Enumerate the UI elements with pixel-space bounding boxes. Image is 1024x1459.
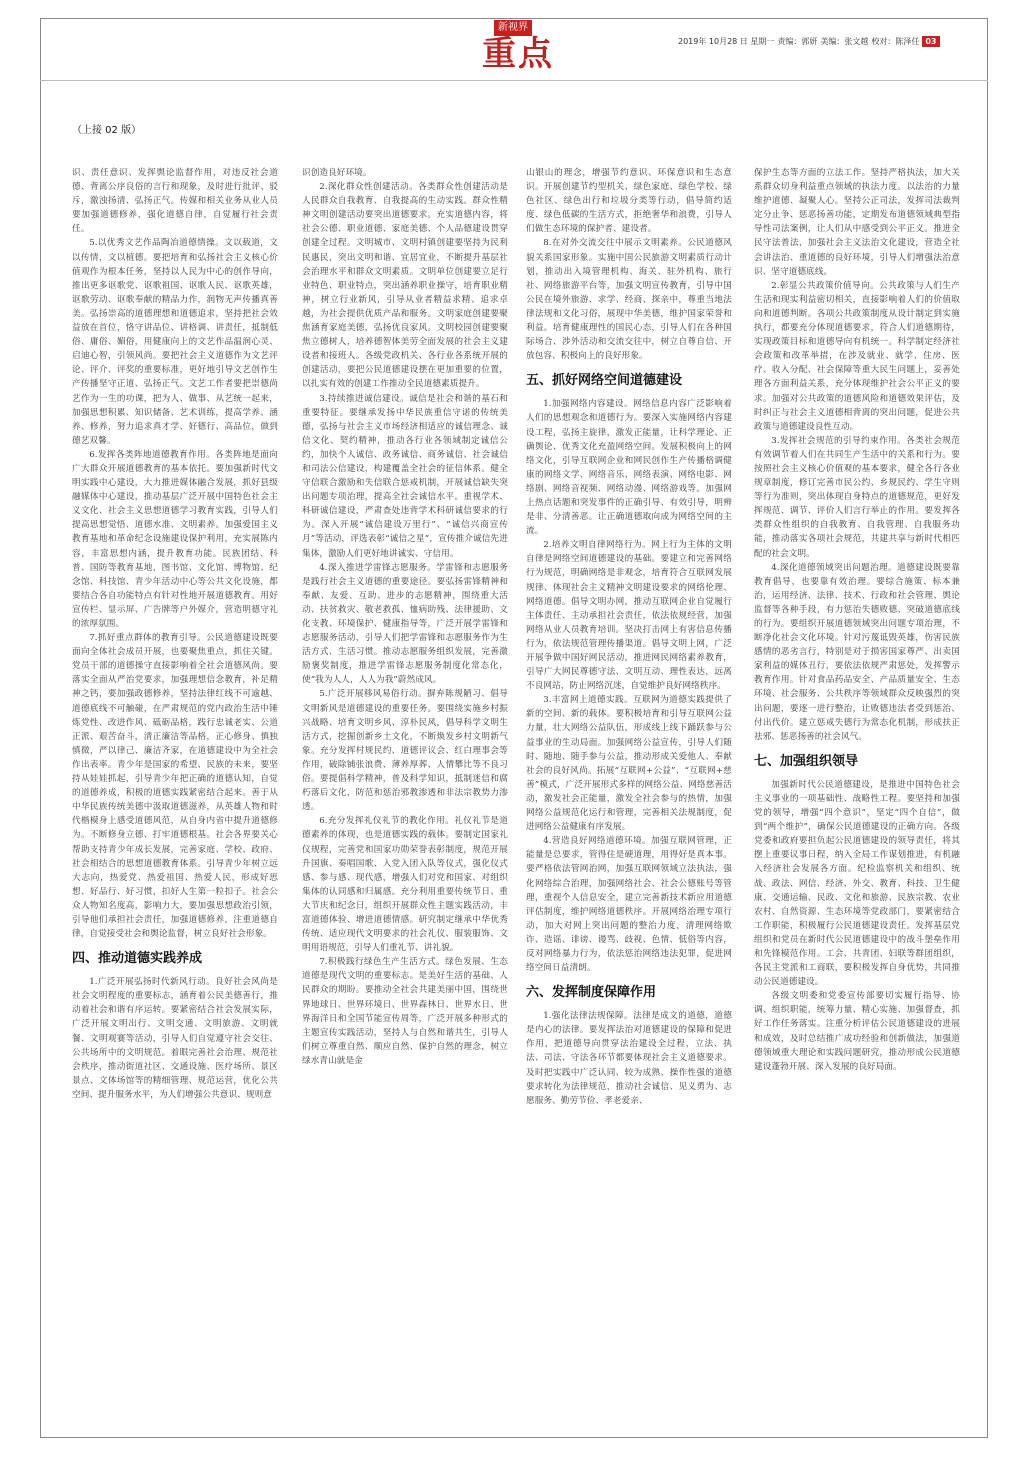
paragraph: 4.深化道德领域突出问题治理。道德建设既要靠教育倡导，也要靠有效治理。要综合施策、标本兼治，运用经济、法律、技术、行政和社会管理、舆论监督等各种手段，有力惩治失德败德、突破道德底线的行为。要组织开展道德领域突出问题专项治理，不断净化社会文化环境。针对污蔑诋毁英雄，伤害民族感情的恶劣言行，特别是对于损害国家尊严、出卖国家利益的媒体丑行，要依法依规严肃惩处，发挥警示教育作用。针对食品药品安全、产品质量安全、生态环境、社会服务、公共秩序等领域群众反映强烈的突出问题，要逐一进行整治，让败德违法者受到惩治、付出代价。建立惩戒失德行为常态化机制，形成扶正祛邪、惩恶扬善的社会风气。 [754,562,960,742]
header-divider [40,80,988,81]
paragraph: 7.抓好重点群体的教育引导。公民道德建设既要面向全体社会成员开展，也要聚焦重点，抓住关键。党员干部的道德操守直接影响着全社会道德风尚。要落实全面从严治党要求，加强理想信念教育，补足精神之钙，要加强政德修养，坚持法律红线不可逾越、道德底线不可触碰，在严肃规范的党内政治生活中锤炼党性、改进作风、砥砺品格，践行忠诚老实、公道正派、艰苦奋斗，清正廉洁等品格，正心修身、慎独慎微，严以律己、廉洁齐家，在道德建设中为全社会作出表率。青少年是国家的希望、民族的未来，要坚持从娃娃抓起，引导青少年把正确的道德认知，自觉的道德养成，积极的道德实践紧密结合起来。善于从中华民族传统美德中汲取道德滋养，从英雄人物和时代楷模身上感受道德风范，从自身内省中提升道德修为。不断修身立德、打牢道德根基。社会各界要关心帮助支持青少年成长发展，完善家庭、学校、政府、社会相结合的思想道德教育体系。引导青少年树立远大志向，热爱党、热爱祖国、热爱人民，形成好思想、好品行、好习惯，扣好人生第一粒扣子。社会公众人物知名度高，影响力大，要加强思想政治引领，引导他们承担社会责任，加强道德修养，注重道德自律，自觉接受社会和舆论监督，树立良好社会形象。 [72,633,278,940]
section-heading: 四、推动道德实践养成 [72,951,203,967]
paragraph: 5.广泛开展移风易俗行动。摒弃陈规陋习、倡导文明新风是道德建设的重要任务。要围绕实施乡村振兴战略、培育文明乡风、淳朴民风，倡导科学文明生活方式，挖掘创新乡土文化，不断焕发乡村文明新气象。充分发挥村规民约、道德评议会、红白理事会等作用，破除铺张浪费、薄养厚葬、人情攀比等不良习俗。要提倡科学精神，普及科学知识，抵制迷信和腐朽落后文化，防范和惩治邪教渗透和非法宗教势力渗透。 [302,689,508,813]
section-heading: 五、抓好网络空间道德建设 [526,373,683,389]
column-4 [754,166,960,1416]
section-title: 重点 [482,34,554,74]
paragraph: 8.在对外交流交往中展示文明素养。公民道德风貌关系国家形象。实施中国公民旅游文明素质行动计划，推动出入境管理机构、海关、驻外机构、旅行社、网络旅游平台等，加强文明宣传教育，引导中国公民在境外旅游、求学、经商、探亲中，尊重当地法律法规和文化习俗，展现中华美德，维护国家荣誉和利益。培育健康理性的国民心态，引导人们在各种国际场合、涉外活动和交流交往中，树立自尊自信、开放包容、积极向上的良好形象。 [526,238,732,362]
paragraph: 3.持续推进诚信建设。诚信是社会和谐的基石和重要特征。要继承发扬中华民族重信守诺的传统美德，弘扬与社会主义市场经济相适应的诚信理念、诚信文化、契约精神，推动各行业各领域制定诚信公约，加快个人诚信、政务诚信、商务诚信、社会诚信和司法公信建设，构建覆盖全社会的征信体系。健全守信联合激励和失信联合惩戒机制，开展诚信缺失突出问题专项治理，提高全社会诚信水平。重视学术、科研诚信建设，严肃查处违背学术科研诚信要求的行为。深入开展“诚信建设万里行”、“诚信兴商宣传月”等活动，评选表彰“诚信之星”，宣传推介诚信先进集体，激励人们更好地讲诚实、守信用。 [302,393,508,559]
proofreader: 校对：陈泽任 [871,36,920,46]
designer: 美编：张文越 [820,36,869,46]
header-meta [678,34,978,48]
page-number: 03 [922,36,939,47]
paragraph: 6.发挥各类阵地道德教育作用。各类阵地是面向广大群众开展道德教育的基本依托。要加强新时代文明实践中心建设，大力推进媒体融合发展，抓好县级融媒体中心建设，推动基层广泛开展中国特色社会主义文化、社会主义思想道德学习教育实践，引导人们提高思想觉悟、道德水准、文明素养。加强爱国主义教育基地和革命纪念设施建设保护利用，充实展陈内容，丰富思想内涵，提升教育功能。民族团结、科普、国防等教育基地，图书馆、文化馆、博物馆、纪念馆、科技馆、青少年活动中心等公共文化设施，都要结合各自功能特点有针对性地开展道德教育。用好宣传栏、显示屏、广告牌等户外媒介，营造明德守礼的浓厚氛围。 [72,449,278,629]
paragraph: 识、责任意识、发挥舆论监督作用，对违反社会道德、背离公序良俗的言行和现象，及时进行批评、驳斥，激浊扬清、弘扬正气。传媒和相关业务从业人员要加强道德修养，强化道德自律，自觉履行社会责任。 [72,168,278,235]
paragraph: 4.营造良好网络道德环境。加强互联网管理，正能量是总要求，管得住是硬道理，用得好是真本事。要严格依法管网治网，加强互联网领域立法执法，强化网络综合治理，加强网络社会、社会公德账号等管理，重视个人信息安全，建立完善新技术新应用道德评估制度，维护网络道德秩序。开展网络治理专项行动，加大对网上突出问题的整治力度，清理网络欺诈、造谣、诽谤、谩骂、歧视、色情、低俗等内容，反对网络暴力行为，依法惩治网络违法犯罪，促进网络空间日益清朗。 [526,836,732,974]
paragraph: 各级文明委和党委宣传部要切实履行指导、协调、组织职能，统筹力量、精心实施、加强督查，抓好工作任务落实。注重分析评估公民道德建设的进展和成效，及时总结推广成功经验和创新做法，加强道德领域重大理论和实践问题研究，推动形成公民道德建设蓬勃开展、深入发展的良好局面。 [754,991,960,1072]
column-3 [526,166,732,1416]
paragraph: 1.强化法律法规保障。法律是成文的道德，道德是内心的法律。要发挥法治对道德建设的保障和促进作用，把道德导向贯穿法治建设全过程，立法、执法、司法、守法各环节都要体现社会主义道德要求。及时把实践中广泛认同、较为成熟、操作性强的道德要求转化为法律规范，推动社会诚信、见义勇为、志愿服务、勤劳节俭、孝老爱亲、 [526,1011,732,1106]
paragraph: 6.充分发挥礼仪礼节的教化作用。礼仪礼节是道德素养的体现，也是道德实践的载体。要制定国家礼仪规程，完善党和国家功勋荣誉表彰制度，规范开展升国旗、奏唱国歌、入党入团入队等仪式，强化仪式感、参与感、现代感，增强人们对党和国家、对组织集体的认同感和归属感。充分利用重要传统节日、重大节庆和纪念日，组织开展群众性主题实践活动，丰富道德体验、增进道德情感。研究制定继承中华优秀传统、适应现代文明要求的社会礼仪、服装服饰、文明用语规范，引导人们重礼节、讲礼貌。 [302,816,508,954]
paragraph: 2.培养文明自律网络行为。网上行为主体的文明自律是网络空间道德建设的基础。要建立和完善网络行为规范，明确网络是非观念，培育符合互联网发展规律、体现社会主义精神文明建设要求的网络伦理、网络道德。倡导文明办网，推动互联网企业自觉履行主体责任、主动承担社会责任，依法依规经营，加强网络从业人员教育培训。坚决打击网上有害信息传播行为，依法规范管理传播渠道。倡导文明上网，广泛开展争做中国好网民活动，推进网民网络素养教育，引导广大网民尊德守法、文明互动、理性表达，远离不良网站，防止网络沉迷，自觉维护良好网络秩序。 [526,540,732,692]
paragraph: 山银山的理念，增强节约意识、环保意识和生态意识。开展创建节约型机关、绿色家庭、绿色学校、绿色社区、绿色出行和垃圾分类等行动，倡导简约适度、绿色低碳的生活方式，拒绝奢华和浪费，引导人们做生态环境的保护者、建设者。 [526,168,732,235]
paragraph: 7.积极践行绿色生产生活方式。绿色发展、生态道德是现代文明的重要标志。是美好生活的基础、人民群众的期盼。要推动全社会共建美丽中国，围绕世界地球日、世界环境日、世界森林日、世界水日、世界海洋日和全国节能宣传周等，广泛开展多种形式的主题宣传实践活动，坚持人与自然和谐共生，引导人们树立尊重自然、顺应自然、保护自然的理念，树立绿水青山就是金 [302,957,508,1066]
section-badge: 新视界 [494,20,532,36]
paragraph: 5.以优秀文艺作品陶冶道德情操。文以载道，文以传情，文以植德。要把培育和弘扬社会主义核心价值观作为根本任务，坚持以人民为中心的创作导向，推出更多讴歌党、讴歌祖国、讴歌人民、讴歌英雄，讴歌劳动、讴歌奉献的精品力作，润物无声传播真善美。弘扬崇高的道德理想和道德追求，坚持把社会效益放在首位，恪守讲品位、讲格调、讲责任，抵制低俗、庸俗、媚俗，用健康向上的文艺作品温润心灵、启迪心智，引领风尚。要把社会主义道德作为文艺评论、评介、评奖的重要标准，更好地引导文艺创作生产传播坚守正道、弘扬正气。文艺工作者要把崇德尚艺作为一生的功课，把为人、做事、从艺统一起来，加强思想积累、知识储备、艺术训练，提高学养、涵养、修养，努力追求真才学、好德行、高品位，做到德艺双馨。 [72,238,278,446]
article-body [72,166,984,1416]
paragraph: 2.彰显公共政策价值导向。公共政策与人们生产生活和现实利益密切相关，直接影响着人们的价值取向和道德判断。各项公共政策制度从设计制定到实施执行，都要充分体现道德要求，符合人们道德期待，实现政策目标和道德导向有机统一。科学制定经济社会政策和改革举措，在涉及就业、就学、住房、医疗、收入分配、社会保障等重大民生问题上，妥善处理各方面利益关系，充分体现维护社会公平正义的要求。加强对公共政策的道德风险和道德效果评估，及时纠正与社会主义道德相背离的突出问题，促进公共政策与道德建设良性互动。 [754,280,960,432]
section-heading: 六、发挥制度保障作用 [526,985,657,1001]
paragraph: 4.深入推进学雷锋志愿服务。学雷锋和志愿服务是践行社会主义道德的重要途径。要弘扬雷锋精神和奉献、友爱、互助、进步的志愿精神，围绕重大活动、扶贫救灾、敬老救孤、恤病助残、法律援助、文化支教、环境保护、健康指导等，广泛开展学雷锋和志愿服务活动，引导人们把学雷锋和志愿服务作为生活方式、生活习惯。推动志愿服务组织发展，完善激励褒奖制度，推进学雷锋志愿服务制度化常态化，使“我为人人，人人为我”蔚然成风。 [302,562,508,686]
section-heading: 七、加强组织领导 [754,753,859,769]
paragraph: 1.加强网络内容建设。网络信息内容广泛影响着人们的思想观念和道德行为。要深入实施网络内容建设工程，弘扬主旋律，激发正能量，让科学理论、正确舆论、优秀文化充盈网络空间。发展积极向上的网络文化，引导互联网企业和网民创作生产传播格调健康的网络文学、网络音乐、网络表演、网络电影、网络剧、网络音视频、网络动漫、网络游戏等。加强网上热点话题和突发事件的正确引导、有效引导，明辨是非、分清善恶。让正确道德取向成为网络空间的主流。 [526,399,732,537]
paragraph: 加强新时代公民道德建设，是推进中国特色社会主义事业的一项基础性、战略性工程。要坚持和加强党的领导，增强“四个意识”，坚定“四个自信”，做到“两个维护”，确保公民道德建设的正确方向。各级党委和政府要担负起公民道德建设的领导责任，将其摆上重要议事日程，纳入全局工作谋划推进，有机融入经济社会发展各方面。纪检监察机关和组织、统战、政法、网信、经济、外交、教育、科技、卫生健康、交通运输、民政、文化和旅游、民族宗教、农业农村、自然资源、生态环境等党政部门，要紧密结合工作职能，积极履行公民道德建设责任。发挥基层党组织和党员在新时代公民道德建设中的战斗堡垒作用和先锋模范作用。工会、共青团、妇联等群团组织，各民主党派和工商联，要积极发挥自身优势，共同推动公民道德建设。 [754,779,960,988]
continued-note: （上接 02 版） [72,125,142,136]
paragraph: 保护生态等方面的立法工作。坚持严格执法，加大关系群众切身利益重点领域的执法力度。以法治的力量维护道德、凝聚人心。坚持公正司法，发挥司法裁判定分止争、惩恶扬善功能，定期发布道德领域典型指导性司法案例，让人们从中感受到公平正义。推进全民守法普法，加强社会主义法治文化建设，营造全社会讲法治、重道德的良好环境，引导人们增强法治意识、坚守道德底线。 [754,168,960,277]
editor: 责编：郭妍 [777,36,818,46]
column-1 [72,166,278,1416]
paragraph: 2.深化群众性创建活动。各类群众性创建活动是人民群众自我教育、自我提高的生动实践。群众性精神文明创建活动要突出道德要求。充实道德内容，将社会公德、职业道德、家庭美德、个人品德建设贯穿创建全过程。文明城市、文明村镇创建要坚持为民利民惠民，突出文明和谐、宜居宜业，不断提升基层社会治理水平和群众文明素质。文明单位创建要立足行业特色、职业特点，突出涵养职业操守，培育职业精神，树立行业新风，引导从业者精益求精、追求卓越，为社会提供优质产品和服务。文明家庭创建要聚焦涵育家庭美德，弘扬优良家风。文明校园创建要聚焦立德树人，培养德智体美劳全面发展的社会主义建设者和接班人。各级党政机关、各行业各系统开展的创建活动，要把公民道德建设摆在更加重要的位置，以扎实有效的创建工作推动全民道德素质提升。 [302,182,508,390]
column-2 [302,166,508,1416]
paragraph: 3.丰富网上道德实践。互联网为道德实践提供了新的空间、新的载体。要积极培育和引导互联网公益力量，壮大网络公益队伍，形成线上线下踊跃参与公益事业的生动局面。加强网络公益宣传，引导人们随时、随地、随手参与公益，推动形成关爱他人、奉献社会的良好风尚。拓展“互联网+公益”、“互联网+慈善”模式，广泛开展形式多样的网络公益、网络慈善活动，激发社会正能量，激发全社会参与的热情，加强网络公益规范化运行和管理，完善相关法规制度，促进网络公益健康有序发展。 [526,695,732,833]
paragraph: 识创造良好环境。 [302,168,372,178]
issue-date: 2019年 10月28 日 星期一 [678,36,775,46]
paragraph: 3.发挥社会规范的引导约束作用。各类社会规范有效调节着人们在共同生产生活中的关系和行为。要按照社会主义核心价值观的基本要求，健全各行各业规章制度，修订完善市民公约、乡规民约、学生守则等行为准则，突出体现自身特点的道德规范，更好发挥规范、调节、评价人们言行举止的作用。要发挥各类群众性组织的自我教育、自我管理、自我服务功能，推动落实各项社会规范，共建共享与新时代相匹配的社会文明。 [754,435,960,559]
paragraph: 1.广泛开展弘扬时代新风行动。良好社会风尚是社会文明程度的重要标志，涵育着公民美德善行，推动着社会和谐有序运转。要紧密结合社会发展实际，广泛开展文明出行、文明交通、文明旅游、文明就餐、文明观赛等活动，引导人们自觉遵守社会交往、公共场所中的文明规范。着眼完善社会治理、规范社会秩序，推动街道社区、交通设施、医疗场所、景区景点、文体场馆等的精细管理、规范运营，优化公共空间、提升服务水平，为人们增强公共意识、规则意 [72,977,278,1100]
